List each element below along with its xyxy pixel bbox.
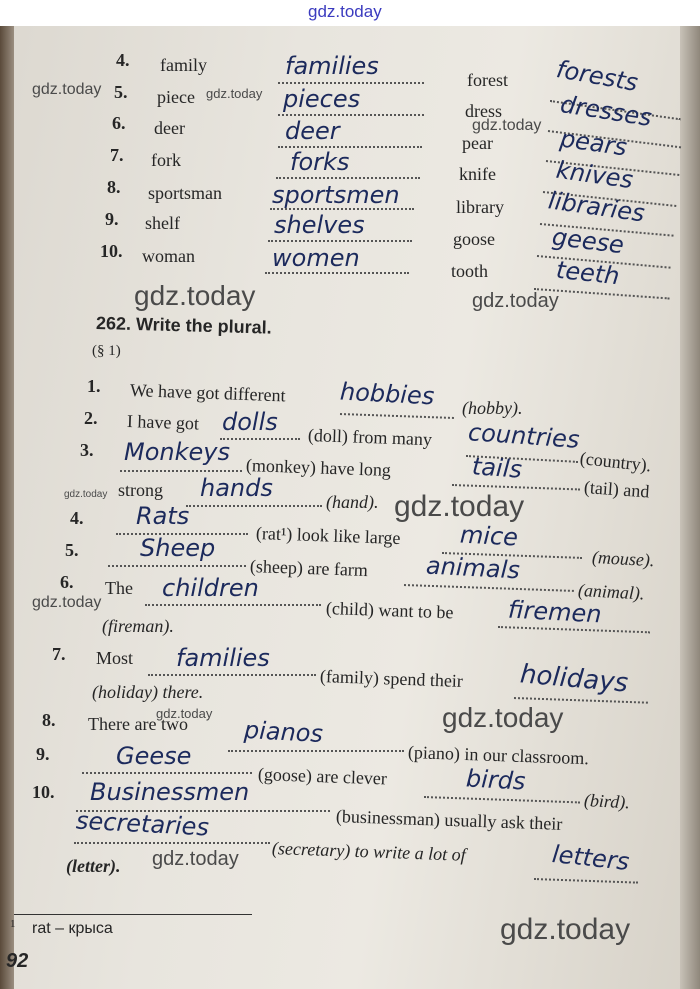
item-word: knife — [459, 164, 496, 184]
watermark: gdz.today — [472, 117, 542, 134]
item-number: 7. — [110, 145, 124, 165]
handwritten-answer: children — [162, 574, 259, 602]
page-edge — [680, 26, 700, 989]
watermark: gdz.today — [134, 280, 256, 311]
handwritten-answer: mice — [459, 520, 519, 552]
handwritten-answer: knives — [554, 155, 635, 195]
sentence-text: (monkey) have long — [245, 455, 392, 481]
answer-line — [228, 750, 404, 752]
item-word: dress — [465, 101, 502, 121]
item-word: shelf — [145, 213, 180, 233]
handwritten-answer: Monkeys — [124, 438, 230, 466]
item-number: 4. — [116, 50, 130, 70]
item-number: 10. — [100, 241, 123, 261]
page-number: 92 — [6, 950, 29, 972]
sentence-text: (hobby). — [462, 398, 523, 418]
item-word: family — [160, 55, 207, 75]
item-number: 2. — [84, 408, 98, 428]
handwritten-answer: deer — [285, 117, 340, 145]
sentence-text: I have got — [126, 411, 200, 434]
handwritten-answer: teeth — [554, 255, 621, 291]
handwritten-answer: Businessmen — [90, 778, 250, 806]
handwritten-answer: geese — [550, 222, 626, 260]
handwritten-answer: sportsmen — [272, 181, 400, 209]
item-number: 6. — [112, 113, 126, 133]
watermark: gdz.today — [206, 86, 263, 101]
handwritten-answer: tails — [471, 452, 523, 484]
handwritten-answer: birds — [465, 764, 527, 796]
watermark: gdz.today — [500, 913, 631, 946]
item-number: 1. — [87, 376, 101, 396]
watermark: gdz.today — [156, 706, 213, 721]
handwritten-answer: pieces — [283, 85, 361, 113]
sentence-text: (country). — [579, 448, 653, 476]
sentence-text: (animal). — [577, 580, 645, 604]
item-number: 3. — [80, 440, 94, 460]
item-number: 8. — [107, 177, 121, 197]
handwritten-answer: holidays — [518, 659, 630, 699]
handwritten-answer: forests — [554, 55, 640, 97]
handwritten-answer: pears — [558, 124, 629, 162]
item-word: deer — [154, 118, 185, 138]
item-number: 9. — [105, 209, 119, 229]
handwritten-answer: hobbies — [339, 377, 435, 411]
handwritten-answer: dolls — [222, 408, 278, 436]
sentence-text: (sheep) are farm — [249, 556, 369, 581]
answer-line — [120, 470, 242, 472]
item-word: woman — [142, 246, 195, 266]
sentence-text: (goose) are clever — [257, 764, 388, 789]
footnote-text: rat – крыса — [32, 920, 113, 937]
sentence-text: (doll) from many — [307, 425, 433, 450]
watermark: gdz.today — [32, 81, 102, 98]
sentence-text: strong — [118, 480, 163, 500]
handwritten-answer: women — [272, 244, 360, 272]
handwritten-answer: families — [285, 52, 379, 80]
answer-line — [276, 177, 420, 179]
sentence-text: (rat¹) look like large — [255, 523, 401, 549]
item-word: pear — [462, 133, 493, 153]
sentence-text: (holiday) there. — [92, 682, 204, 702]
handwritten-answer: libraries — [546, 186, 647, 228]
sentence-text: (letter). — [66, 856, 121, 876]
exercise-title: 262. Write the plural. — [95, 313, 272, 338]
answer-line — [220, 438, 300, 440]
sentence-text: (piano) in our classroom. — [407, 742, 590, 769]
sentence-text: Most — [96, 648, 134, 668]
watermark: gdz.today — [472, 290, 559, 312]
sentence-text: (child) want to be — [325, 598, 454, 623]
exercise-reference: (§ 1) — [92, 343, 121, 359]
watermark: gdz.today — [152, 848, 239, 870]
answer-line — [148, 674, 316, 676]
sentence-text: We have got different — [129, 380, 286, 406]
item-word: forest — [467, 70, 508, 90]
book-spine — [0, 26, 14, 989]
site-watermark-top: gdz.today — [308, 2, 382, 21]
item-number: 6. — [60, 572, 74, 592]
handwritten-answer: firemen — [507, 595, 603, 629]
answer-line — [108, 565, 246, 567]
footnote-mark: 1 — [10, 918, 16, 930]
answer-line — [278, 82, 424, 84]
sentence-text: The — [105, 578, 133, 598]
watermark: gdz.today — [32, 594, 102, 611]
item-number: 4. — [70, 508, 84, 528]
item-word: piece — [157, 87, 195, 107]
answer-line — [82, 772, 252, 774]
footnote-rule — [14, 914, 252, 915]
item-number: 7. — [52, 644, 66, 664]
sentence-text: There are two — [88, 714, 188, 734]
handwritten-answer: animals — [425, 551, 521, 585]
handwritten-answer: countries — [467, 418, 581, 454]
item-word: goose — [453, 229, 495, 249]
watermark: gdz.today — [442, 702, 564, 733]
handwritten-answer: families — [176, 644, 270, 672]
item-word: library — [456, 197, 504, 217]
answer-line — [74, 842, 270, 844]
item-word: fork — [151, 150, 181, 170]
answer-line — [186, 505, 322, 507]
item-number: 5. — [114, 82, 128, 102]
item-number: 9. — [36, 744, 50, 764]
sentence-text: (mouse). — [591, 547, 655, 571]
handwritten-answer: Rats — [136, 502, 190, 530]
handwritten-answer: Geese — [116, 742, 192, 770]
sentence-text: (businessman) usually ask their — [335, 806, 563, 834]
item-number: 5. — [65, 540, 79, 560]
handwritten-answer: pianos — [243, 715, 324, 749]
sentence-text: (hand). — [326, 492, 379, 512]
sentence-text: (bird). — [583, 790, 631, 813]
answer-line — [145, 604, 321, 606]
watermark: gdz.today — [64, 489, 108, 500]
handwritten-answer: hands — [200, 474, 273, 502]
sentence-text: (fireman). — [102, 616, 174, 636]
handwritten-answer: dresses — [558, 89, 654, 133]
sentence-text: (secretary) to write a lot of — [271, 838, 467, 865]
handwritten-answer: letters — [550, 840, 631, 876]
item-number: 8. — [42, 710, 56, 730]
item-word: sportsman — [148, 183, 222, 203]
answer-line — [268, 240, 412, 242]
handwritten-answer: shelves — [274, 211, 365, 239]
handwritten-answer: forks — [290, 148, 350, 176]
sentence-text: (family) spend their — [319, 666, 464, 691]
answer-line — [278, 114, 424, 116]
handwritten-answer: Sheep — [140, 534, 216, 562]
sentence-text: (tail) and — [583, 477, 651, 502]
handwritten-answer: secretaries — [75, 806, 210, 842]
item-number: 10. — [32, 782, 55, 802]
answer-line — [265, 272, 409, 274]
item-word: tooth — [451, 261, 489, 281]
watermark: gdz.today — [394, 490, 525, 523]
